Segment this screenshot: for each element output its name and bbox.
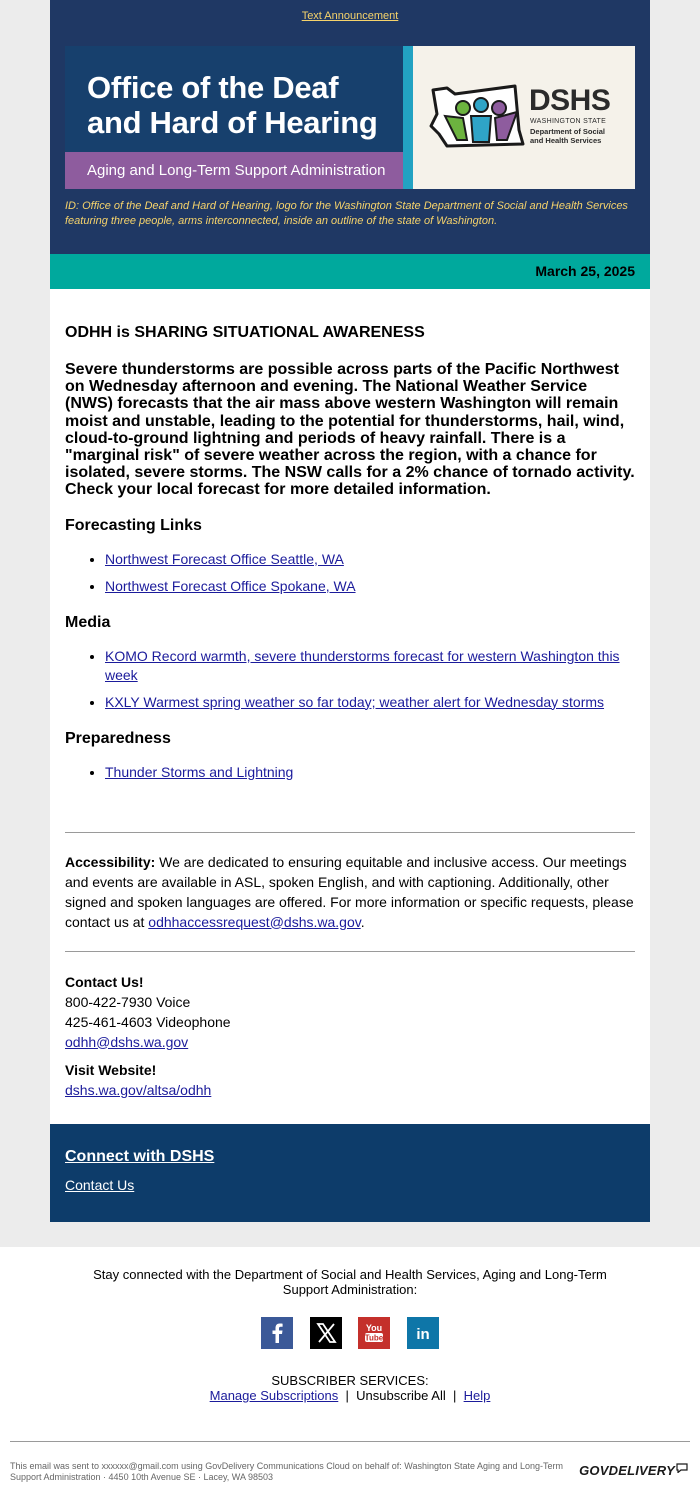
media-heading: Media bbox=[65, 613, 111, 631]
accessibility-label: Accessibility: bbox=[65, 853, 156, 870]
email-footer bbox=[0, 1247, 700, 1493]
contact-email-link[interactable]: odhh@dshs.wa.gov bbox=[65, 1033, 189, 1050]
accessibility-statement bbox=[65, 852, 635, 932]
legal-text: This email was sent to xxxxxx@gmail.com using GovDelivery Communications Cloud on behalf of: Washington State Aging and Long-Term Support Administration · 4450 10th Avenue SE · Lacey, WA 98503 bbox=[10, 1461, 564, 1482]
contact-heading: Contact Us! bbox=[65, 973, 144, 990]
logo-line-3: and Health Services bbox=[530, 136, 602, 145]
komo-article-link[interactable]: KOMO Record warmth, severe thunderstorms forecast for western Washington this week bbox=[105, 647, 620, 683]
website-link[interactable]: dshs.wa.gov/altsa/odhh bbox=[65, 1081, 212, 1098]
svg-text:You: You bbox=[366, 1323, 383, 1333]
email-body bbox=[50, 289, 650, 1124]
separator: | bbox=[452, 1388, 457, 1403]
divider bbox=[65, 951, 635, 952]
list-item bbox=[105, 577, 635, 596]
date-band bbox=[50, 254, 650, 289]
manage-subscriptions-link[interactable]: Manage Subscriptions bbox=[209, 1388, 339, 1403]
list-item bbox=[105, 693, 635, 712]
accessibility-text: We are dedicated to ensuring equitable and inclusive access. Our meetings and events are available in ASL, spoken English, and with captioning. Additionally, other signed and spoken languages are offered. For more information or specific requests, please contact us at bbox=[65, 853, 634, 930]
text-announcement-link[interactable]: Text Announcement bbox=[301, 10, 399, 22]
website-heading: Visit Website! bbox=[65, 1061, 157, 1078]
stay-connected-text: Stay connected with the Department of Social and Health Services, Aging and Long-Term Support Administration: bbox=[93, 1267, 607, 1297]
banner-stripe bbox=[403, 46, 413, 189]
list-item bbox=[105, 550, 635, 569]
kxly-article-link[interactable]: KXLY Warmest spring weather so far today; weather alert for Wednesday storms bbox=[105, 693, 605, 710]
logo-line-1: WASHINGTON STATE bbox=[530, 118, 607, 125]
connect-section bbox=[50, 1124, 650, 1222]
govdelivery-logo bbox=[579, 1463, 688, 1478]
forecasting-links bbox=[65, 550, 635, 596]
divider bbox=[65, 832, 635, 833]
accessibility-end: . bbox=[360, 913, 365, 930]
help-link[interactable]: Help bbox=[463, 1388, 491, 1403]
dshs-logo bbox=[413, 46, 635, 189]
contact-block bbox=[65, 972, 635, 1100]
svg-text:Tube: Tube bbox=[364, 1333, 384, 1343]
washington-people-logo-icon bbox=[427, 84, 527, 150]
facebook-icon[interactable] bbox=[261, 1317, 293, 1349]
speech-bubble-icon bbox=[676, 1463, 688, 1473]
email-header bbox=[50, 0, 650, 254]
issue-date: March 25, 2025 bbox=[535, 263, 635, 279]
youtube-icon[interactable] bbox=[358, 1317, 390, 1349]
spokane-forecast-link[interactable]: Northwest Forecast Office Spokane, WA bbox=[105, 577, 356, 594]
banner-subtitle: Aging and Long-Term Support Administration bbox=[65, 152, 403, 189]
preparedness-links bbox=[65, 763, 635, 782]
voice-number: 800-422-7930 Voice bbox=[65, 993, 191, 1010]
subscriber-services bbox=[0, 1373, 700, 1403]
banner-title: Office of the Deaf and Hard of Hearing bbox=[87, 70, 378, 140]
videophone-number: 425-461-4603 Videophone bbox=[65, 1013, 231, 1030]
access-request-email-link[interactable]: odhhaccessrequest@dshs.wa.gov bbox=[148, 913, 361, 930]
connect-with-dshs-link[interactable]: Connect with DSHS bbox=[65, 1147, 215, 1165]
govdelivery-wordmark: GOVDELIVERY bbox=[579, 1463, 675, 1478]
odhh-banner bbox=[65, 46, 635, 189]
list-item bbox=[105, 763, 635, 782]
svg-text:in: in bbox=[416, 1326, 430, 1343]
separator: | bbox=[345, 1388, 349, 1403]
email-container bbox=[50, 0, 650, 1222]
divider bbox=[10, 1441, 690, 1442]
media-links bbox=[65, 647, 635, 712]
page-title: ODHH is SHARING SITUATIONAL AWARENESS bbox=[65, 324, 425, 341]
list-item bbox=[105, 647, 635, 685]
unsubscribe-all[interactable]: Unsubscribe All bbox=[356, 1388, 446, 1403]
contact-us-link[interactable]: Contact Us bbox=[65, 1176, 135, 1193]
forecasting-heading: Forecasting Links bbox=[65, 516, 202, 534]
banner-title-panel bbox=[65, 46, 403, 189]
logo-line-2: Department of Social bbox=[530, 127, 606, 136]
image-description: ID: Office of the Deaf and Hard of Hearing, logo for the Washington State Department of Social and Health Services featuring three people, arms interconnected, inside an outline of the state of Washington. bbox=[65, 200, 628, 227]
seattle-forecast-link[interactable]: Northwest Forecast Office Seattle, WA bbox=[105, 550, 344, 567]
linkedin-icon[interactable] bbox=[407, 1317, 439, 1349]
thunderstorm-link[interactable]: Thunder Storms and Lightning bbox=[105, 763, 294, 780]
social-links bbox=[0, 1317, 700, 1349]
subscriber-label: SUBSCRIBER SERVICES: bbox=[271, 1373, 429, 1388]
weather-summary: Severe thunderstorms are possible across parts of the Pacific Northwest on Wednesday afternoon and evening. The National Weather Service (NWS) forecasts that the air mass above western Washington will remain moist and unstable, leading to the potential for thunderstorms, hail, wind, cloud-to-ground lightning and periods of heavy rainfall. There is a "marginal risk" of severe weather across the region, with a chance for isolated, severe storms. The NSW calls for a 2% chance of tornado activity. Check your local forecast for more detailed information. bbox=[65, 361, 635, 499]
x-icon[interactable] bbox=[310, 1317, 342, 1349]
preparedness-heading: Preparedness bbox=[65, 729, 171, 747]
text-announcement bbox=[50, 10, 650, 22]
logo-wordmark: DSHS bbox=[529, 84, 611, 117]
